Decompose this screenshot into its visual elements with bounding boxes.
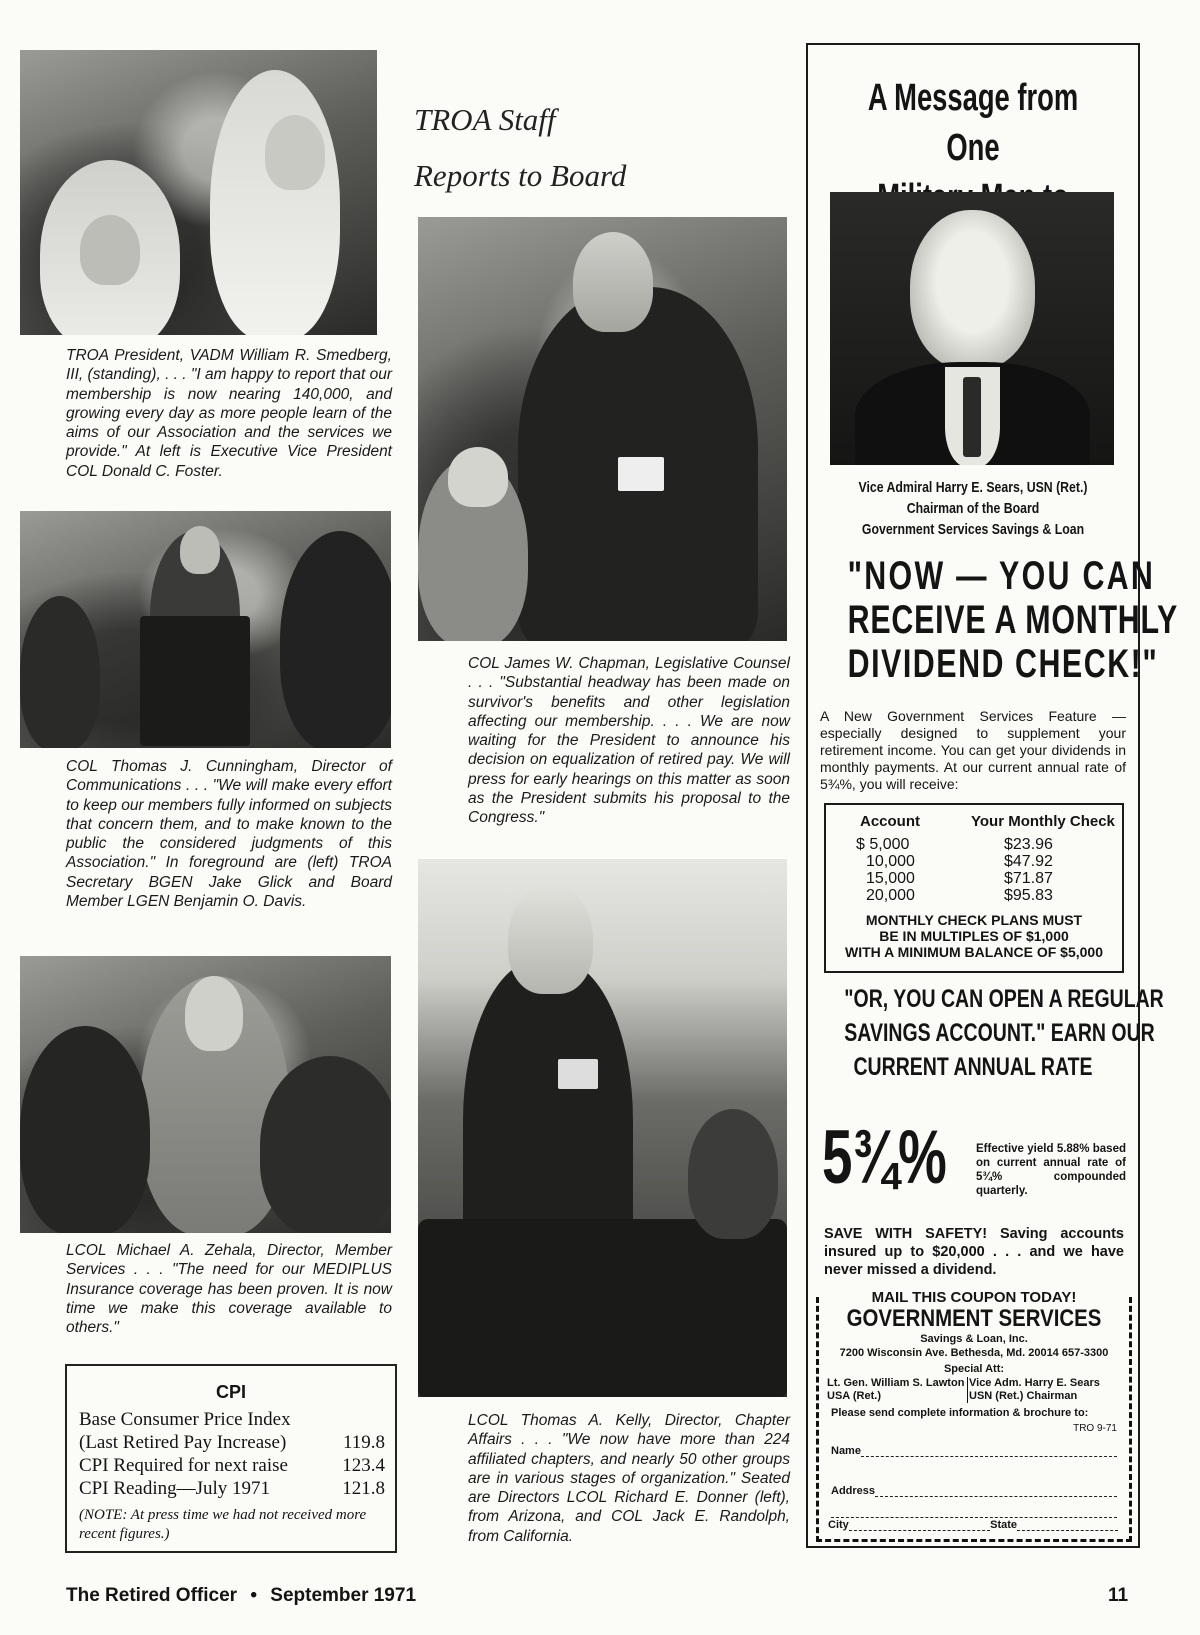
safety-text: SAVE WITH SAFETY! Saving accounts insured up to $20,000 . . . and we have never missed a dividend. xyxy=(824,1226,1124,1278)
photo-zehala xyxy=(20,956,391,1233)
cpi-row-2 xyxy=(79,1454,385,1477)
table-row xyxy=(1004,836,1053,904)
caption-chapman: COL James W. Chapman, Legislative Counsel . . . "Substantial headway has been made on survivor's benefits and other legislation affecting our membership. . . . We are now waiting for the President to announce his decision on equalization of retired pay. We will press for early hearings on this matter as soon as the President submits his proposal to the Congress." xyxy=(468,655,790,827)
cpi-row-value: 119.8 xyxy=(342,1432,385,1453)
table-cell-account: 15,000 xyxy=(866,870,915,887)
table-cell-check: $47.92 xyxy=(1004,853,1053,870)
portrait-sears xyxy=(830,192,1114,465)
name-field[interactable] xyxy=(831,1445,1117,1457)
coupon-code: TRO 9-71 xyxy=(1073,1423,1117,1434)
savings-line1: "OR, YOU CAN OPEN A REGULAR xyxy=(844,985,1164,1013)
dividend-table xyxy=(824,803,1124,973)
portrait-caption xyxy=(808,477,1138,540)
ad-headline-line1: A Message from One xyxy=(867,77,1079,169)
coupon[interactable] xyxy=(816,1289,1132,1542)
cpi-note: (NOTE: At press time we had not received more recent figures.) xyxy=(79,1507,367,1542)
photo-kelly xyxy=(418,859,787,1397)
ad-feature-text: A New Government Services Feature — especially designed to supplement your retirement income. You can get your dividends in monthly payments. At our current annual rate of 5¾%, you will receive: xyxy=(820,708,1126,792)
table-row xyxy=(856,836,915,904)
city-label: City xyxy=(828,1519,849,1531)
city-line[interactable] xyxy=(849,1520,990,1531)
caption-smedberg: TROA President, VADM William R. Smedberg, III, (standing), . . . "I am happy to report that our membership is now nearing 140,000, and growing every day as more people learn of the aims of our Association and the services we provide." At left is Executive Vice President COL Donald C. Foster. xyxy=(66,347,392,480)
article-title-line1: TROA Staff xyxy=(414,102,556,137)
page-number: 11 xyxy=(1108,1585,1129,1606)
cpi-row-1 xyxy=(79,1431,385,1454)
ad-big-line3: DIVIDEND CHECK!" xyxy=(847,642,1159,686)
cpi-box xyxy=(65,1364,397,1553)
coupon-att-line: Vice Adm. Harry E. Sears xyxy=(969,1377,1100,1389)
table-cell-check: $71.87 xyxy=(1004,870,1053,887)
article-title xyxy=(414,92,626,204)
table-footer-line: WITH A MINIMUM BALANCE OF $5,000 xyxy=(845,944,1103,960)
caption-cunningham: COL Thomas J. Cunningham, Director of Communications . . . "We will make every effort to keep our members fully informed on subjects that concern them, and to make known to the public the considered judgments of this Association." In foreground are (left) TROA Secretary BGEN Jake Glick and Board Member LGEN Benjamin O. Davis. xyxy=(66,758,392,911)
coupon-att-left xyxy=(827,1377,968,1403)
table-cell-account: 20,000 xyxy=(866,887,915,904)
table-footer-line: BE IN MULTIPLES OF $1,000 xyxy=(879,928,1069,944)
address-line[interactable] xyxy=(875,1486,1117,1497)
cpi-row-value: 123.4 xyxy=(342,1455,385,1476)
coupon-att-line: Lt. Gen. William S. Lawton xyxy=(827,1377,965,1389)
savings-line2: SAVINGS ACCOUNT." EARN OUR xyxy=(844,1019,1155,1047)
cpi-row-label: CPI Required for next raise xyxy=(79,1455,288,1476)
coupon-att-right xyxy=(969,1377,1100,1403)
coupon-att-line: USN (Ret.) Chairman xyxy=(969,1390,1078,1402)
cpi-title: CPI xyxy=(215,1382,246,1402)
coupon-company: GOVERNMENT SERVICES xyxy=(846,1305,1102,1332)
table-cell-account: $ 5,000 xyxy=(856,836,910,853)
portrait-caption-line: Government Services Savings & Loan xyxy=(861,521,1085,538)
rate-display: 5¾% xyxy=(822,1115,947,1200)
ad-big-headline xyxy=(808,554,1179,686)
ad-big-line2: RECEIVE A MONTHLY xyxy=(847,598,1179,642)
rate-note: Effective yield 5.88% based on current annual rate of 5¾% compounded quarterly. xyxy=(976,1143,1126,1197)
coupon-special: Special Att: xyxy=(943,1363,1005,1375)
table-cell-check: $23.96 xyxy=(1004,836,1053,853)
footer-bullet: • xyxy=(250,1585,257,1606)
article-title-line2: Reports to Board xyxy=(414,158,627,193)
savings-headline xyxy=(808,982,1164,1084)
name-label: Name xyxy=(831,1445,861,1457)
coupon-request: Please send complete information & brochure to: xyxy=(831,1407,1089,1419)
photo-smedberg-foster xyxy=(20,50,377,335)
cpi-row-label: Base Consumer Price Index xyxy=(79,1409,291,1430)
issue-date: September 1971 xyxy=(270,1585,417,1606)
address-line-2[interactable] xyxy=(831,1515,1117,1518)
savings-line3: CURRENT ANNUAL RATE xyxy=(853,1053,1093,1081)
publication-name: The Retired Officer xyxy=(66,1585,238,1606)
state-line[interactable] xyxy=(1017,1520,1118,1531)
coupon-header: MAIL THIS COUPON TODAY! xyxy=(819,1289,1129,1306)
portrait-caption-line: Chairman of the Board xyxy=(906,500,1040,517)
coupon-address: 7200 Wisconsin Ave. Bethesda, Md. 20014 657-3300 xyxy=(839,1347,1109,1359)
table-footer xyxy=(826,912,1122,960)
address-label: Address xyxy=(831,1485,876,1497)
caption-zehala: LCOL Michael A. Zehala, Director, Member Services . . . "The need for our MEDIPLUS Insurance coverage has been proven. It is now time we make this coverage available to others." xyxy=(66,1242,392,1337)
state-label: State xyxy=(990,1519,1018,1531)
cpi-row-label: (Last Retired Pay Increase) xyxy=(79,1432,287,1453)
cpi-row-3 xyxy=(79,1477,385,1500)
city-state-row[interactable] xyxy=(828,1519,1118,1531)
address-field[interactable] xyxy=(831,1485,1117,1497)
table-footer-line: MONTHLY CHECK PLANS MUST xyxy=(865,912,1083,928)
table-header-check: Your Monthly Check xyxy=(971,813,1115,830)
cpi-row-label: CPI Reading—July 1971 xyxy=(79,1478,271,1499)
coupon-att-line: USA (Ret.) xyxy=(827,1390,881,1402)
ad-big-line1: "NOW — YOU CAN xyxy=(847,554,1156,598)
portrait-caption-line: Vice Admiral Harry E. Sears, USN (Ret.) xyxy=(858,479,1088,496)
name-line[interactable] xyxy=(861,1446,1117,1457)
table-header-account: Account xyxy=(860,813,920,830)
photo-cunningham xyxy=(20,511,391,748)
advertisement xyxy=(806,43,1179,1548)
coupon-company-sub: Savings & Loan, Inc. xyxy=(920,1333,1028,1345)
table-cell-account: 10,000 xyxy=(866,853,915,870)
cpi-row-0 xyxy=(79,1408,291,1431)
table-cell-check: $95.83 xyxy=(1004,887,1053,904)
caption-kelly: LCOL Thomas A. Kelly, Director, Chapter Affairs . . . "We now have more than 224 affiliated chapters, and nearly 50 other groups are in various stages of organization." Seated are Directors LCOL Richard E. Donner (left), from Arizona, and COL Jack E. Randolph, from California. xyxy=(468,1412,790,1545)
cpi-row-value: 121.8 xyxy=(342,1478,385,1499)
photo-chapman xyxy=(418,217,787,641)
page-footer xyxy=(66,1585,416,1607)
